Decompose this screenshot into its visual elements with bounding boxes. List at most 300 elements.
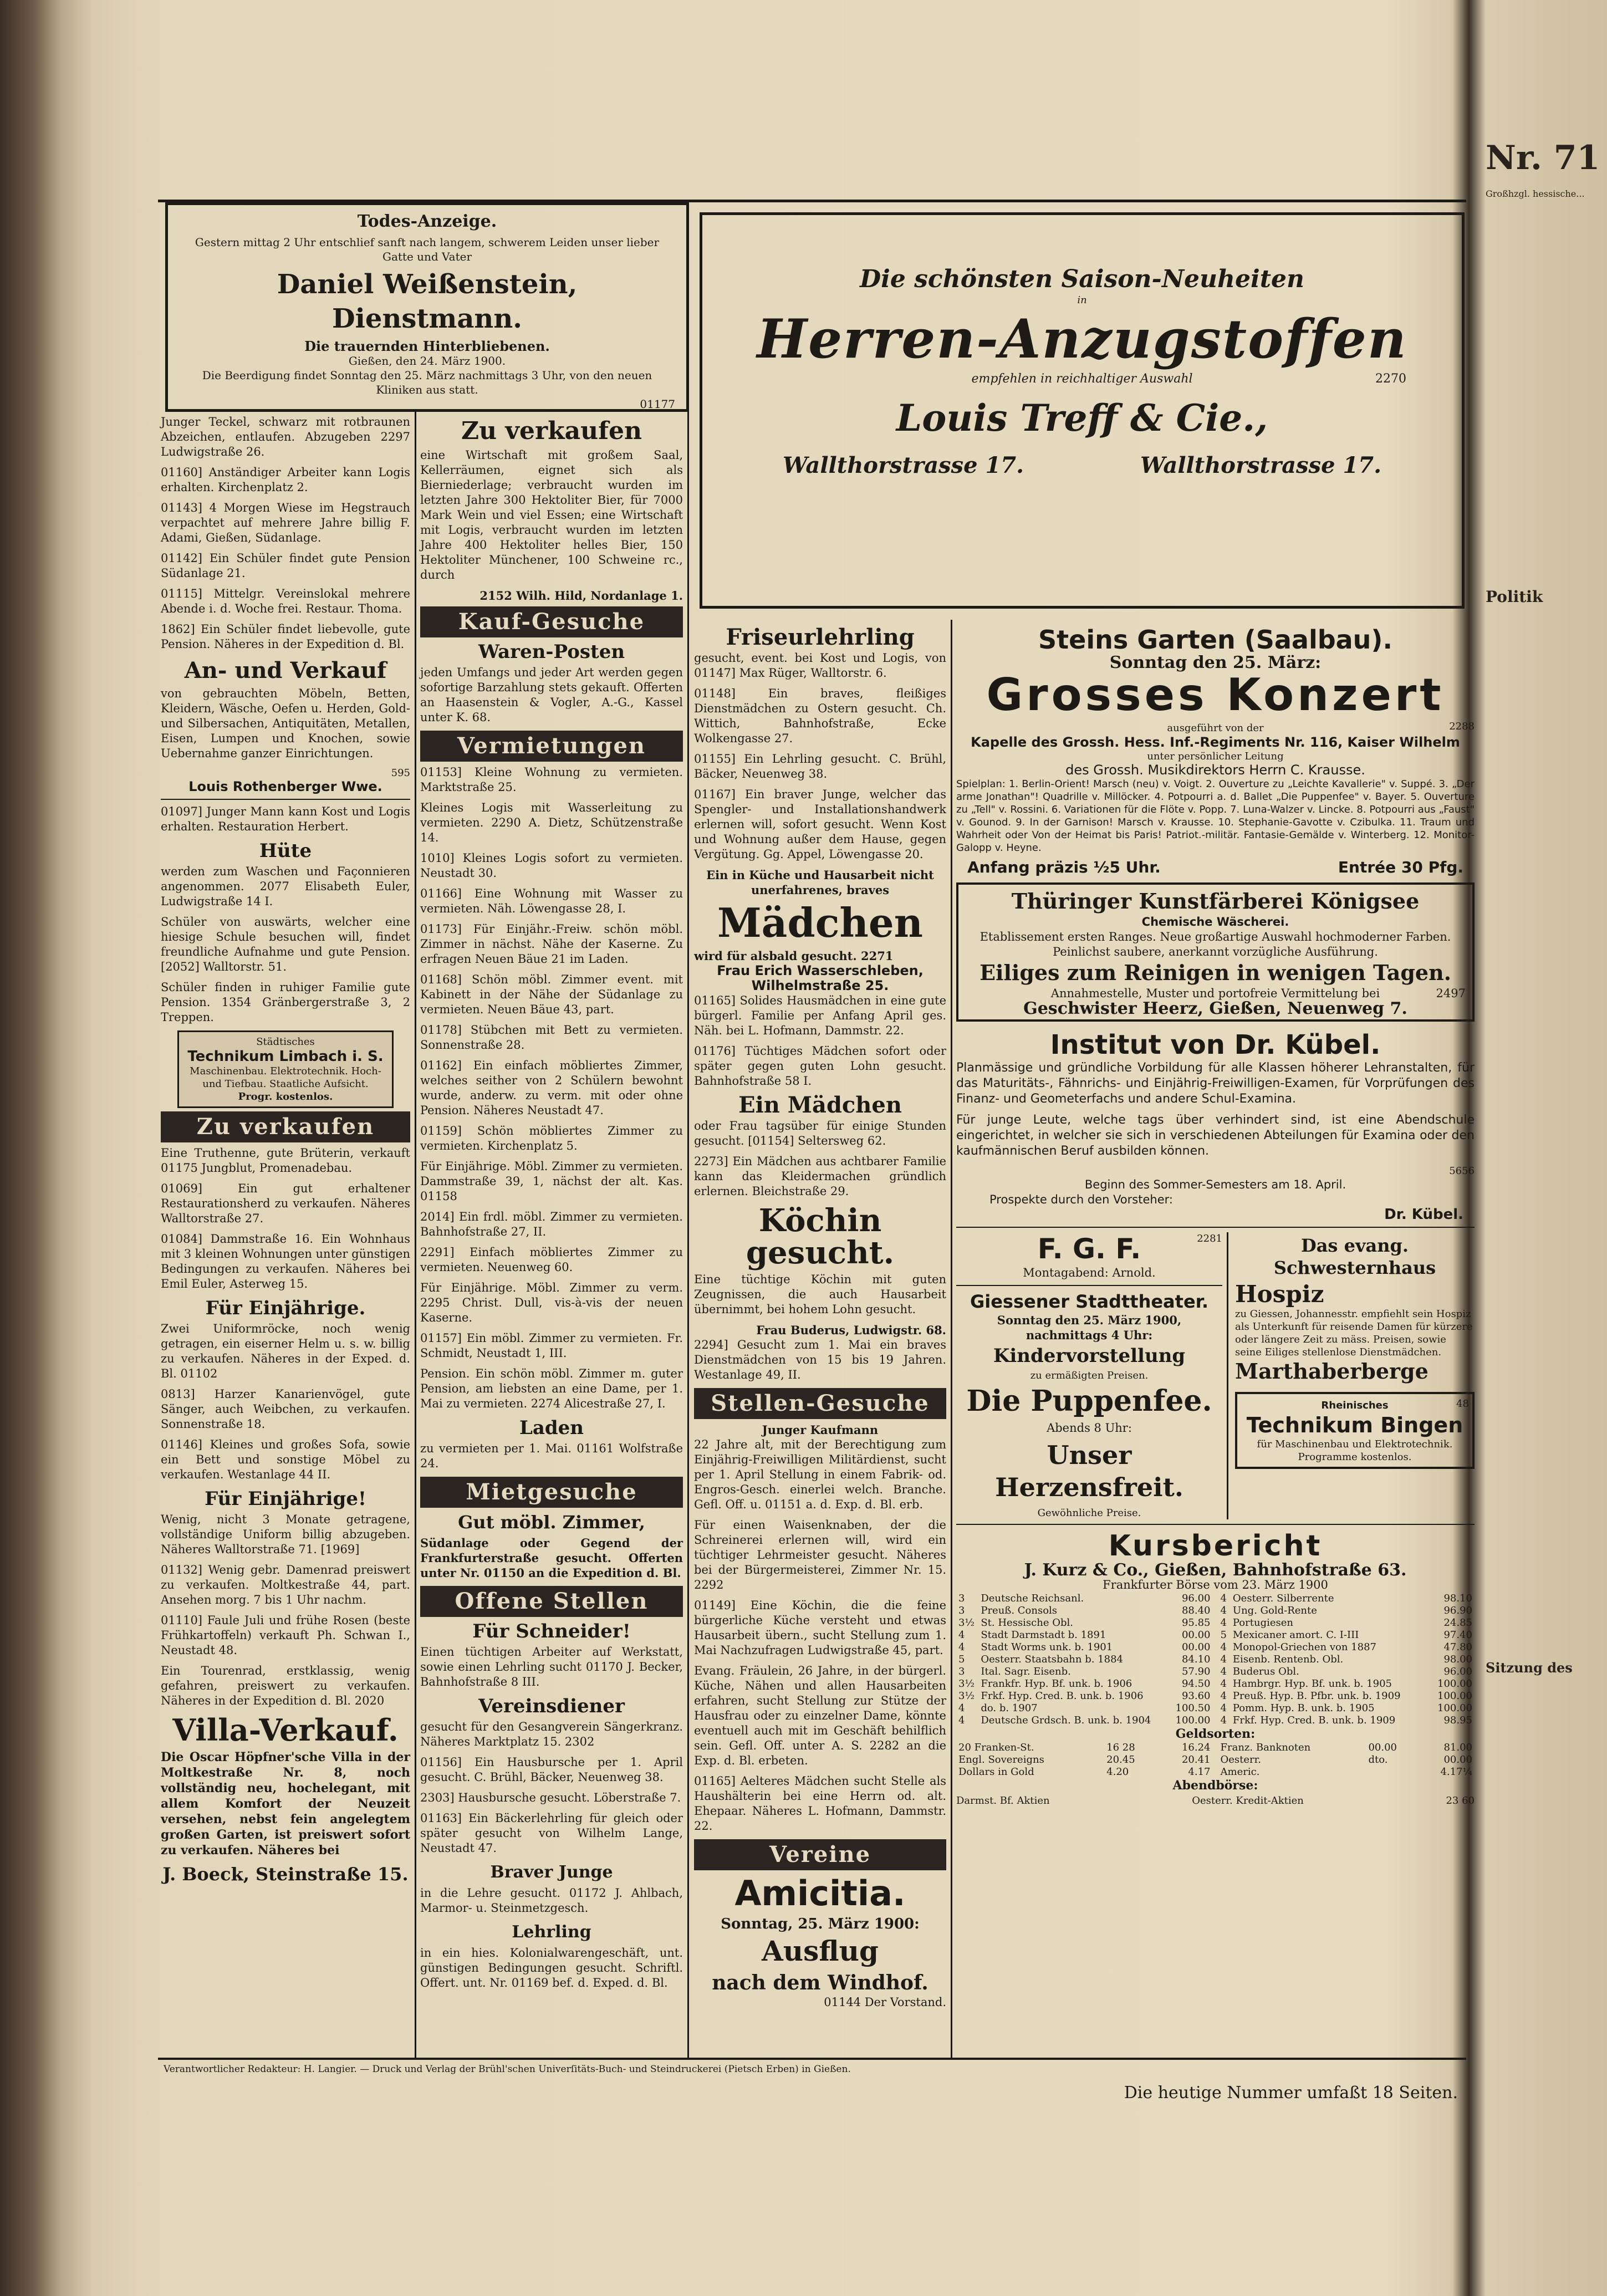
ad-item: 01149] Eine Köchin, die die feine bürgerliche Küche versteht und etwas Hausarbeit übern., sucht Stellung zum 1. Mai Nachzufragen Ludwigstraße 45, part. [694,1599,946,1657]
theater-date: Sonntag den 25. März 1900, nachmittags 4 Uhr: [997,1313,1182,1342]
ad-item: 01167] Ein braver Junge, welcher das Spengler- und Installationshandwerk erlernen will, sofort gesucht. Wenn Kost und Wohnung außer dem Hause, gegen Vergütung. Gg. Appel, Löwengasse 20. [694,788,946,861]
kurs-row [956,1715,1213,1727]
zu-verkaufen-name: 2152 Wilh. Hild, Nordanlage 1. [479,589,683,603]
ein-maedchen-text: oder Frau tagsüber für einige Stunden gesucht. [01154] Seltersweg 62. [694,1119,946,1147]
koechin-title: Köchin gesucht. [746,1202,895,1271]
ad-item: 2294] Gesucht zum 1. Mai ein braves Dienstmädchen von 15 bis 19 Jahren. Westanlage 49, II. [694,1338,946,1381]
institut-text: Planmässige und gründliche Vorbildung für alle Klassen höherer Lehranstalten, für das Maturitäts-, Fähnrichs- und Einjährig-Freiwilligen-Examen, für Vorprüfungen des Finanz- und Geometerfachs und andere Schul-Examina. [956,1061,1475,1106]
laden-title: Laden [519,1417,584,1439]
spielplan: Spielplan: 1. Berlin-Orient! Marsch (neu) v. Voigt. 2. Ouverture zu „Leichte Kavallerie" v. Suppé. 3. „Der arme Jonathan"! Quadrille v. Millöcker. 4. Potpourri a. d. Ballet „Die Puppenfee" v. Bayer. 5. Ouverture zu „Tell" v. Rossini. 6. Variationen für die Flöte v. Popp. 7. Luna-Walzer v. Lincke. 8. Potpourri aus „Faust" v. Gounod. 9. In der Garnison! Marsch v. Krausse. 10. Stephanie-Gavotte v. Czibulka. 11. Traum und Wahrheit oder Von der Heimat bis Paris! Patriot.-militär. Fantasie-Gemälde v. Winterberg. 12. Monitor-Galopp v. Heyne. [956,778,1475,854]
schneider-title: Für Schneider! [472,1620,631,1642]
section-offene-stellen: Offene Stellen [420,1586,683,1617]
geld-row-cell: 81.00 [1443,1742,1472,1753]
kurs-row-cell: 4 [1220,1605,1227,1616]
geld-row-cell: 20.41 [1181,1754,1211,1766]
kurs-row-cell: 4 [958,1629,965,1641]
ad-item: Junger Teckel, schwarz mit rotbraunen Abzeichen, entlaufen. Abzugeben 2297 Ludwigstraße 26. [161,415,410,458]
kurs-row-cell: 84.10 [1181,1654,1211,1665]
kurs-row-cell: Frankfr. Hyp. Bf. unk. b. 1906 [981,1678,1132,1690]
fgf-number: 2281 [1197,1233,1222,1244]
technikum-bingen-ad [1235,1392,1475,1469]
ausflug-title: Ausflug [762,1935,879,1967]
institut-beginn: Beginn des Sommer-Semesters am 18. April. [1084,1178,1346,1191]
kurs-row-cell: 100.50 [1175,1702,1211,1714]
ad-item: 01148] Ein braves, fleißiges Dienstmädchen zu Ostern gesucht. Ch. Wittich, Bahnhofstraße, Ecke Wolkengasse 27. [694,687,946,745]
institut-prospekte: Prospekte durch den Vorsteher: [989,1193,1173,1206]
ad-item: 01165] Aelteres Mädchen sucht Stelle als Haushälterin bei eine Herrn od. alt. Ehepaar. Näheres L. Hofmann, Dammstr. 22. [694,1774,946,1833]
ad-item: 2291] Einfach möbliertes Zimmer zu vermieten. Neuenweg 60. [420,1246,683,1274]
amicitia-date: Sonntag, 25. März 1900: [721,1916,920,1932]
miet-head: Gut möbl. Zimmer, [458,1512,645,1533]
ad-item: 01156] Ein Hausbursche per 1. April gesucht. C. Brühl, Bäcker, Neuenweg 38. [420,1756,683,1784]
friseur-title: Friseurlehrling [726,624,915,650]
kurs-row [956,1605,1213,1617]
ad-item: Pension. Ein schön möbl. Zimmer m. guter Pension, am liebsten an eine Dame, per 1. Mai zu vermieten. 2274 Alicestraße 27, I. [420,1367,683,1410]
waisen-text: Für einen Waisenknaben, der die Schreinerei erlernen will, wird ein tüchtiger Lehrmeister gesucht. Näheres bei der Bürgermeisterei, Zimmer Nr. 15. 2292 [694,1518,946,1591]
kurs-row-cell: 98.10 [1443,1593,1472,1604]
bottom-rule [158,2058,1466,2060]
geld-row-cell: Americ. [1220,1766,1260,1778]
geld-row [1218,1766,1475,1778]
kurs-row [1218,1654,1475,1666]
herzensfreit: Unser Herzensfreit. [995,1440,1183,1502]
bingen-sub: für Maschinenbau und Elektrotechnik. [1257,1438,1453,1450]
adjacent-fragment-1: Großhzgl. hessische... [1486,188,1585,199]
geld-row-cell: Oesterr. [1220,1754,1261,1766]
kurs-row-cell: 5 [1220,1629,1227,1641]
ad-item: 0813] Harzer Kanarienvögel, gute Sänger, auch Weibchen, zu verkaufen. Sonnenstraße 18. [161,1387,410,1431]
kurs-row-cell: 47.80 [1443,1641,1472,1653]
direktor: des Grossh. Musikdirektors Herrn C. Krausse. [1065,762,1365,778]
ad-item: 01146] Kleines und großes Sofa, sowie ein Bett und sonstige Möbel zu verkaufen. Westanlage 44 II. [161,1438,410,1481]
villa-name: J. Boeck, Steinstraße 15. [162,1864,409,1885]
kurs-row-cell: Ung. Gold-Rente [1232,1605,1317,1616]
kurs-row-cell: 3 [958,1605,965,1616]
ad-item: 01142] Ein Schüler findet gute Pension Südanlage 21. [161,552,410,580]
kurs-row [956,1617,1213,1629]
hospiz-title: Hospiz [1235,1280,1324,1308]
kurs-row-cell: Preuß. Consols [981,1605,1058,1616]
ad-item: 01157] Ein möbl. Zimmer zu vermieten. Fr. Schmidt, Neustadt 1, III. [420,1331,683,1360]
kurs-row [1218,1690,1475,1702]
kursbericht-title: Kursbericht [1108,1529,1323,1563]
kurs-row-cell: 3½ [958,1690,975,1702]
vorstand: 01144 Der Vorstand. [824,1996,946,2009]
death-notice-text: Gestern mittag 2 Uhr entschlief sanft nach langem, schwerem Leiden unser lieber Gatte und Vater [195,236,660,263]
kurs-row [1218,1605,1475,1617]
kurs-row-cell: 4 [958,1715,965,1726]
maedchen-pre: Ein in Küche und Hausarbeit nicht unerfahrenes, braves [706,868,934,897]
braver-junge-title: Braver Junge [490,1863,613,1882]
kurs-boerse: Frankfurter Börse vom 23. März 1900 [1103,1578,1328,1591]
kurs-row [956,1641,1213,1654]
ad-item: Evang. Fräulein, 26 Jahre, in der bürgerl. Küche, Nähen und allen Hausarbeiten erfahren, sucht Stellung zur Stütze der Hausfrau oder zu einzelner Dame, könnte eventuell auch mit im Geschäft behilflich sein. Gefl. Off. unter A. S. 2282 an die Exp. d. Bl. erbeten. [694,1664,946,1767]
kurs-row [1218,1629,1475,1641]
vereinsdiener-text: gesucht für den Gesangverein Sängerkranz. Näheres Marktplatz 15. 2302 [420,1720,683,1748]
ankauf-name: Louis Rothenberger Wwe. [188,779,382,794]
ad-item: 01132] Wenig gebr. Damenrad preiswert zu verkaufen. Moltkestraße 44, part. Ansehen morg. 7 bis 1 Uhr nachm. [161,1563,410,1606]
kurs-row-cell: 100.00 [1437,1690,1472,1702]
ad-item: Kleines Logis mit Wasserleitung zu vermieten. 2290 A. Dietz, Schützenstraße 14. [420,801,683,844]
kurs-row [1218,1715,1475,1727]
kurs-table-right [1218,1593,1475,1727]
kurs-row-cell: Eisenb. Rentenb. Obl. [1232,1654,1344,1665]
kurs-row-cell: Deutsche Reichsanl. [981,1593,1084,1604]
marthaberberge: Marthaberberge [1235,1359,1429,1384]
villa-text: Die Oscar Höpfner'sche Villa in der Moltkestraße Nr. 8, noch vollständig neu, hochelegant, mit allem Komfort der Neuzeit versehen, nebst fein angelegtem großen Garten, ist preiswert sofort zu verkaufen. Näheres bei [161,1750,410,1858]
separator [956,1524,1475,1525]
banner-subtitle: empfehlen in reichhaltiger Auswahl [971,372,1193,386]
bingen-number: 48 [1456,1398,1469,1410]
vereinsdiener-title: Vereinsdiener [478,1695,625,1717]
thueringer-text: Etablissement ersten Ranges. Neue großartige Auswahl hochmoderner Farben. Peinlichst saubere, anerkannt vorzügliche Ausführung. [979,930,1451,958]
thueringer-ad [956,882,1475,1022]
konzert-ausgefuehrt: ausgeführt von der [1167,722,1264,734]
konzert-anfang: Anfang präzis ½5 Uhr. [967,858,1161,876]
geld-table-right [1218,1742,1475,1778]
konzert-entree: Entrée 30 Pfg. [1338,858,1463,876]
miet-text: Südanlage oder Gegend der Frankfurterstraße gesucht. Offerten unter Nr. 01150 an die Expedition d. Bl. [420,1536,683,1580]
col-divider-1 [415,410,416,2058]
kurs-row-cell: 93.60 [1181,1690,1211,1702]
death-notice-number: 01177 [640,397,675,411]
geld-row-cell: 20.45 [1106,1754,1135,1766]
kurs-row-cell: Portugiesen [1232,1617,1293,1629]
ad-item: 01178] Stübchen mit Bett zu vermieten. Sonnenstraße 28. [420,1023,683,1052]
ad-item: 01162] Ein einfach möbliertes Zimmer, welches seither von 2 Schülern bewohnt wurde, anderw. zu verm. mit oder ohne Pension. Näheres Neustadt 47. [420,1059,683,1117]
thueringer-title: Thüringer Kunstfärberei Königsee [1011,889,1420,914]
ankauf-title: An- und Verkauf [184,657,387,683]
institut-number: 5656 [1449,1165,1475,1177]
kurs-row [956,1702,1213,1715]
schueler-ad-1: Schüler von auswärts, welcher eine hiesige Schule besuchen will, findet freundliche Aufnahme und gute Pension. [2052] Walltorstr. 51. [161,915,410,973]
kurs-row-cell: 98.95 [1443,1715,1472,1726]
ad-item: 01084] Dammstraße 16. Ein Wohnhaus mit 3 kleinen Wohnungen unter günstigen Bedingungen zu verkaufen. Näheres bei Emil Euler, Asterweg 15. [161,1232,410,1290]
kurs-row-cell: St. Hessische Obl. [981,1617,1073,1629]
ad-item: 01166] Eine Wohnung mit Wasser zu vermieten. Näh. Löwengasse 28, I. [420,887,683,915]
ad-item: 01143] 4 Morgen Wiese im Hegstrauch verpachtet auf mehrere Jahre billig F. Adami, Gießen, Südanlage. [161,501,410,544]
page-count: Die heutige Nummer umfaßt 18 Seiten. [1124,2083,1458,2103]
separator [161,799,410,800]
ad-item: 01165] Solides Hausmädchen in eine gute bürgerl. Familie per Anfang April ges. Näh. bei L. Hofmann, Dammstr. 22. [694,994,946,1037]
kurs-row-cell: Pomm. Hyp. B. unk. b. 1905 [1232,1702,1375,1714]
braver-junge-text: in die Lehre gesucht. 01172 J. Ahlbach, Marmor- u. Steinmetzgesch. [420,1886,683,1915]
kapelle: Kapelle des Grossh. Hess. Inf.-Regiments Nr. 116, Kaiser Wilhelm [971,734,1460,750]
konzert-number: 2288 [1449,721,1475,732]
laden-text: zu vermieten per 1. Mai. 01161 Wolfstraße 24. [420,1442,683,1470]
fgf-sub: Montagabend: Arnold. [1023,1266,1156,1279]
geld-row-cell: Engl. Sovereigns [958,1754,1044,1766]
kurs-row-cell: Monopol-Griechen von 1887 [1232,1641,1376,1653]
geld-row [956,1766,1213,1778]
zu-verkaufen-title: Zu verkaufen [461,417,642,445]
adjacent-fragment-3: Sitzung des [1486,1660,1573,1676]
institut-text-2: Für junge Leute, welche tags über verhindert sind, ist eine Abendschule eingerichtet, in welcher sie sich in verschiedenen Abteilungen für Examina oder den kaufmännischen Beruf ausbilden können. [956,1113,1475,1158]
ad-item: 2303] Hausbursche gesucht. Löberstraße 7. [420,1791,681,1804]
death-notice-burial: Die Beerdigung findet Sonntag den 25. März nachmittags 3 Uhr, von den neuen Kliniken aus statt. [202,369,652,396]
ad-item: 01155] Ein Lehrling gesucht. C. Brühl, Bäcker, Neuenweg 38. [694,752,946,780]
geld-row-cell: 4.17¼ [1440,1766,1472,1778]
banner-firm: Louis Treff & Cie., [896,396,1268,440]
banner-address-1: Wallthorstrasse 17. [782,452,1024,478]
lehrling-text: in ein hies. Kolonialwarengeschäft, unt. günstigen Bedingungen gesucht. Schriftl. Offert. unt. Nr. 01169 bef. d. Exped. d. Bl. [420,1946,683,1989]
kurs-row-cell: Frkf. Hyp. Cred. B. unk. b. 1906 [981,1690,1144,1702]
geld-row [1218,1754,1475,1766]
kindervorstellung: Kindervorstellung [993,1345,1186,1367]
ankauf-text: von gebrauchten Möbeln, Betten, Kleidern, Wäsche, Oefen u. Herden, Gold- und Silbersachen, Antiquitäten, Metallen, Eisen, Lumpen und Knochen, sowie Uebernahme ganzer Einrichtungen. [161,687,410,760]
kurs-row [956,1690,1213,1702]
ad-item: 01159] Schön möbliertes Zimmer zu vermieten. Kirchenplatz 5. [420,1124,683,1152]
kurs-row-cell: 4 [1220,1690,1227,1702]
kaufmann-text: 22 Jahre alt, mit der Berechtigung zum Einjährig-Freiwilligen Militärdienst, sucht per 1. April Stellung in einem Fabrik- od. Engros-Gesch. einerlei welch. Branche. Gefl. Off. u. 01151 a. d. Exp. d. Bl. erb. [694,1438,946,1511]
kurs-row-cell: 100.00 [1175,1715,1211,1726]
maedchen-text: wird für alsbald gesucht. 2271 [694,949,894,963]
theater-title: Giessener Stadttheater. [970,1291,1209,1312]
deceased-name: Daniel Weißenstein, Dienstmann. [277,269,578,334]
ad-item: 2014] Ein frdl. möbl. Zimmer zu vermieten. Bahnhofstraße 27, II. [420,1210,683,1238]
abend-right: Oesterr. Kredit-Aktien [1192,1795,1304,1807]
zu-verkaufen-text: eine Wirtschaft mit großem Saal, Kellerräumen, eignet sich als Bierniederlage; verbraucht wurden im letzten Jahre 300 Hektoliter Bier, für 7000 Mark Wein und viel Essen; eine Wirtschaft mit Logis, verbraucht wurden im letzten Jahre 400 Hektoliter helles Bier, 150 Hektoliter Münchener, 100 Schweine rc., durch [420,448,683,581]
column-4 [956,624,1475,1808]
geld-table-left [956,1742,1213,1778]
einjaehrige-title-2: Für Einjährige! [205,1488,366,1510]
kurs-row-cell: 100.00 [1437,1702,1472,1714]
kurs-row [956,1678,1213,1690]
geld-row [1218,1742,1475,1754]
banner-line-2: in [1077,294,1087,306]
kurs-row-cell: 4 [1220,1617,1227,1629]
einjaehrige-title-1: Für Einjährige. [205,1297,366,1319]
geld-row-cell [1366,1766,1417,1778]
bingen-free: Programme kostenlos. [1298,1451,1412,1463]
ad-item: 01110] Faule Juli und frühe Rosen (beste Frühkartoffeln) verkauft Ph. Schwan I., Neustadt 48. [161,1614,410,1657]
geld-row-cell: 16.24 [1181,1742,1211,1753]
section-zu-verkaufen: Zu verkaufen [161,1111,410,1142]
ad-item: 01176] Tüchtiges Mädchen sofort oder später gegen guten Lohn gesucht. Bahnhofstraße 58 I. [694,1044,946,1088]
huete-text: werden zum Waschen und Façonnieren angenommen. 2077 Elisabeth Euler, Ludwigstraße 14 I. [161,865,410,908]
geld-row-cell: dto. [1368,1754,1388,1766]
ein-maedchen-title: Ein Mädchen [738,1092,902,1118]
bingen-title: Technikum Bingen [1246,1413,1463,1437]
kurs-row-cell: 100.00 [1437,1678,1472,1690]
kurs-row [956,1593,1213,1605]
kurs-row-cell: Buderus Obl. [1232,1666,1299,1677]
separator [956,1227,1475,1228]
adjacent-page-header: Nr. 71 [1486,139,1600,177]
geld-row-cell: 20 Franken-St. [958,1742,1034,1753]
ad-item: 01160] Anständiger Arbeiter kann Logis erhalten. Kirchenplatz 2. [161,466,410,494]
imprint: Verantwortlicher Redakteur: H. Langier. — Druck und Verlag der Brühl'schen Univerſitäts-Buch- und Steindruckerei (Pietsch Erben) in Gießen. [164,2064,851,2075]
kurs-row [1218,1702,1475,1715]
technikum-sub: Maschinenbau. Elektrotechnik. Hoch- und Tiefbau. Staatliche Aufsicht. [190,1065,381,1090]
death-notice-place: Gießen, den 24. März 1900. [348,354,506,368]
heerz-name: Geschwister Heerz, Gießen, Neuenweg 7. [1023,999,1407,1018]
kaufmann-title: Junger Kaufmann [762,1423,879,1437]
kurs-row-cell: 4 [1220,1678,1227,1690]
kurs-row-cell: Stadt Worms unk. b. 1901 [981,1641,1113,1653]
kurs-row-cell: Mexicaner amort. C. I-III [1232,1629,1359,1641]
thueringer-sub: Chemische Wäscherei. [1141,915,1289,928]
ad-item: Ein Tourenrad, erstklassig, wenig gefahren, preiswert zu verkaufen. Näheres in der Expedition d. Bl. 2020 [161,1664,410,1707]
bingen-label: Rheinisches [1321,1400,1389,1411]
waren-text: jeden Umfangs und jeder Art werden gegen sofortige Barzahlung stets gekauft. Offerten an Haasenstein & Vogler, A.-G., Kassel unter K. 68. [420,666,683,724]
kurs-row [956,1629,1213,1641]
einjaehrige-text-1: Zwei Uniformröcke, noch wenig getragen, ein eiserner Helm u. s. w. billig zu verkaufen. Näheres in der Exped. d. Bl. 01102 [161,1322,410,1380]
kurs-row-cell: 4 [1220,1702,1227,1714]
waren-title: Waren-Posten [478,641,625,663]
section-kauf-gesuche: Kauf-Gesuche [420,606,683,637]
mourners: Die trauernden Hinterbliebenen. [304,338,550,354]
kurs-row-cell: 24.85 [1443,1617,1472,1629]
banner-address-2: Wallthorstrasse 17. [1140,452,1382,478]
kurs-row-cell: Oesterr. Silberrente [1232,1593,1334,1604]
amicitia-title: Amicitia. [734,1873,906,1914]
kurs-row-cell: 00.00 [1181,1641,1211,1653]
geld-row-cell: Franz. Banknoten [1220,1742,1311,1753]
kurs-row-cell: 4 [958,1641,965,1653]
kurs-row-cell: 98.00 [1443,1654,1472,1665]
col-divider-3 [951,620,952,2058]
section-vermietungen: Vermietungen [420,731,683,762]
annahme-text: Annahmestelle, Muster und portofreie Vermittelung bei [1050,987,1380,1000]
kurs-row-cell: 95.85 [1181,1617,1211,1629]
einjaehrige-text-2: Wenig, nicht 3 Monate getragene, vollständige Uniform billig abzugeben. Näheres Walltorstraße 71. [1969] [161,1513,410,1556]
ad-item: 1010] Kleines Logis sofort zu vermieten. Neustadt 30. [420,851,683,880]
geld-row [956,1742,1213,1754]
section-stellen-gesuche: Stellen-Gesuche [694,1388,946,1419]
kurs-row-cell: 88.40 [1181,1605,1211,1616]
huete-title: Hüte [259,840,312,862]
technikum-name: Technikum Limbach i. S. [187,1048,384,1065]
kurs-table-left [956,1593,1213,1727]
ad-item: 01173] Für Einjähr.-Freiw. schön möbl. Zimmer in nächst. Nähe der Kaserne. Zu erfragen Neuen Bäue 21 im Laden. [420,922,683,966]
section-vereine: Vereine [694,1839,946,1870]
kurs-row [1218,1593,1475,1605]
kurs-row-cell: 4 [1220,1654,1227,1665]
column-3 [694,624,946,2010]
geld-row [956,1754,1213,1766]
kurs-row-cell: 94.50 [1181,1678,1211,1690]
geld-row-cell: Dollars in Gold [958,1766,1034,1778]
kurs-row-cell: Frkf. Hyp. Cred. B. unk. b. 1909 [1232,1715,1396,1726]
column-1 [161,415,410,1885]
steins-date: Sonntag den 25. März: [1109,653,1322,672]
kurs-row-cell: Ital. Sagr. Eisenb. [981,1666,1071,1677]
kurs-row-cell: 96.00 [1181,1593,1211,1604]
ankauf-number: 595 [391,767,410,779]
lehrling-title: Lehrling [512,1922,591,1942]
koechin-text: Eine tüchtige Köchin mit guten Zeugnissen, die auch Hausarbeit übernimmt, bei hohem Lohn gesucht. [694,1273,946,1316]
ad-item: 1862] Ein Schüler findet liebevolle, gute Pension. Näheres in der Expedition d. Bl. [161,623,410,651]
fgf-title: F. G. F. [1037,1233,1141,1265]
institut-title: Institut von Dr. Kübel. [1050,1029,1381,1060]
ad-item: 01097] Junger Mann kann Kost und Logis erhalten. Restauration Herbert. [161,805,410,833]
banner-title: Herren-Anzugstoffen [757,308,1407,370]
gewoehnlich: Gewöhnliche Preise. [1037,1507,1141,1519]
abend-left: Darmst. Bf. Aktien [956,1795,1050,1807]
ad-item: 01153] Kleine Wohnung zu vermieten. Marktstraße 25. [420,766,683,794]
kurs-row-cell: Deutsche Grdsch. B. unk. b. 1904 [981,1715,1151,1726]
puppenfee: Die Puppenfee. [966,1384,1212,1418]
technikum-free: Progr. kostenlos. [238,1091,333,1103]
kurs-row-cell: 5 [958,1654,965,1665]
geld-row-cell: 00.00 [1443,1754,1472,1766]
kurs-row-cell: Hambrgr. Hyp. Bf. unk. b. 1905 [1232,1678,1392,1690]
kuebel-signature: Dr. Kübel. [1384,1206,1463,1223]
koechin-name: Frau Buderus, Ludwigstr. 68. [756,1323,946,1337]
kurs-row-cell: 4 [1220,1593,1227,1604]
ad-item: 01115] Mittelgr. Vereinslokal mehrere Abende i. d. Woche frei. Restaur. Thoma. [161,587,410,615]
kurs-row [1218,1617,1475,1629]
abendboerse-title: Abendbörse: [1172,1778,1258,1793]
ermaessigt: zu ermäßigten Preisen. [1030,1370,1149,1381]
banner-ad-louis-treff [700,212,1465,609]
kurs-row-cell: do. b. 1907 [981,1702,1038,1714]
maedchen-title: Mädchen [717,899,924,946]
separator [956,1285,1222,1286]
ad-item: 01163] Ein Bäckerlehrling für gleich oder später gesucht von Wilhelm Lange, Neustadt 47. [420,1812,683,1855]
section-mietgesuche: Mietgesuche [420,1477,683,1508]
leitung: unter persönlicher Leitung [1147,751,1284,762]
geld-row-cell: 00.00 [1368,1742,1397,1753]
ad-item: 01168] Schön möbl. Zimmer event. mit Kabinett in der Nähe der Südanlage zu vermieten. Neuen Bäue 43, part. [420,973,683,1016]
hospiz-text: zu Giessen, Johannesstr. empfiehlt sein Hospiz als Unterkunft für reisende Damen für kürzere oder längere Zeit zu mäss. Preisen, sowie seine Eiliges stellenlose Dienstmädchen. [1235,1308,1473,1358]
ad-item: Für Einjährige. Möbl. Zimmer zu verm. 2295 Christ. Dull, vis-à-vis der neuen Kaserne. [420,1281,683,1324]
kurs-row-cell: 4 [1220,1666,1227,1677]
geldsorten-title: Geldsorten: [1175,1727,1256,1741]
villa-title: Villa-Verkauf. [172,1712,399,1748]
banner-number: 2270 [1375,372,1406,386]
maedchen-name: Frau Erich Wasserschleben, Wilhelmstraße 25. [717,963,924,993]
kurs-row-cell: 3½ [958,1617,975,1629]
kurs-row-cell: 3 [958,1593,965,1604]
column-2 [420,415,683,1996]
ad-item: gesucht, event. bei Kost und Logis, von 01147] Max Rüger, Walltorstr. 6. [694,651,946,680]
adjacent-fragment-2: Politik [1486,588,1543,606]
schueler-ad-2: Schüler finden in ruhiger Familie gute Pension. 1354 Gränbergerstraße 3, 2 Treppen. [161,981,410,1024]
geld-row-cell: 4.20 [1106,1766,1129,1778]
death-notice [165,202,689,412]
windhof-text: nach dem Windhof. [712,1971,929,1994]
kurs-row [1218,1678,1475,1690]
kurs-row-cell: 4 [1220,1641,1227,1653]
abend-value: 23 60 [1446,1795,1475,1807]
geld-row-cell: 16 28 [1106,1742,1135,1753]
ad-item: Für Einjährige. Möbl. Zimmer zu vermieten. Dammstraße 39, 1, nächst der alt. Kas. 01158 [420,1160,683,1203]
thueringer-number: 2497 [1436,987,1466,1000]
ad-item: 2273] Ein Mädchen aus achtbarer Familie kann das Kleidermachen gründlich erlernen. Bleichstraße 29. [694,1155,946,1198]
kurs-row-cell: 3 [958,1666,965,1677]
kurs-row [956,1654,1213,1666]
technikum-label: Städtisches [256,1036,315,1048]
abends: Abends 8 Uhr: [1047,1421,1132,1435]
kurs-row-cell: 00.00 [1181,1629,1211,1641]
kurs-row-cell: 97.40 [1443,1629,1472,1641]
steins-garten-title: Steins Garten (Saalbau). [1038,625,1392,655]
schneider-text: Einen tüchtigen Arbeiter auf Werkstatt, sowie einen Lehrling sucht 01170 J. Becker, Bahnhofstraße 8 III. [420,1645,683,1688]
kurs-row-cell: 4 [958,1702,965,1714]
technikum-limbach-ad [177,1030,394,1108]
kurs-row-cell: Oesterr. Staatsbahn b. 1884 [981,1654,1123,1665]
kurs-row-cell: Preuß. Hyp. B. Pfbr. unk. b. 1909 [1232,1690,1401,1702]
col-divider-2 [687,200,689,2058]
kurs-row-cell: 57.90 [1181,1666,1211,1677]
death-notice-title: Todes-Anzeige. [357,212,497,231]
kurs-row-cell: 3½ [958,1678,975,1690]
schwesternhaus-title: Das evang. Schwesternhaus [1273,1235,1436,1278]
kurs-row [1218,1666,1475,1678]
konzert-title: Grosses Konzert [986,669,1445,721]
